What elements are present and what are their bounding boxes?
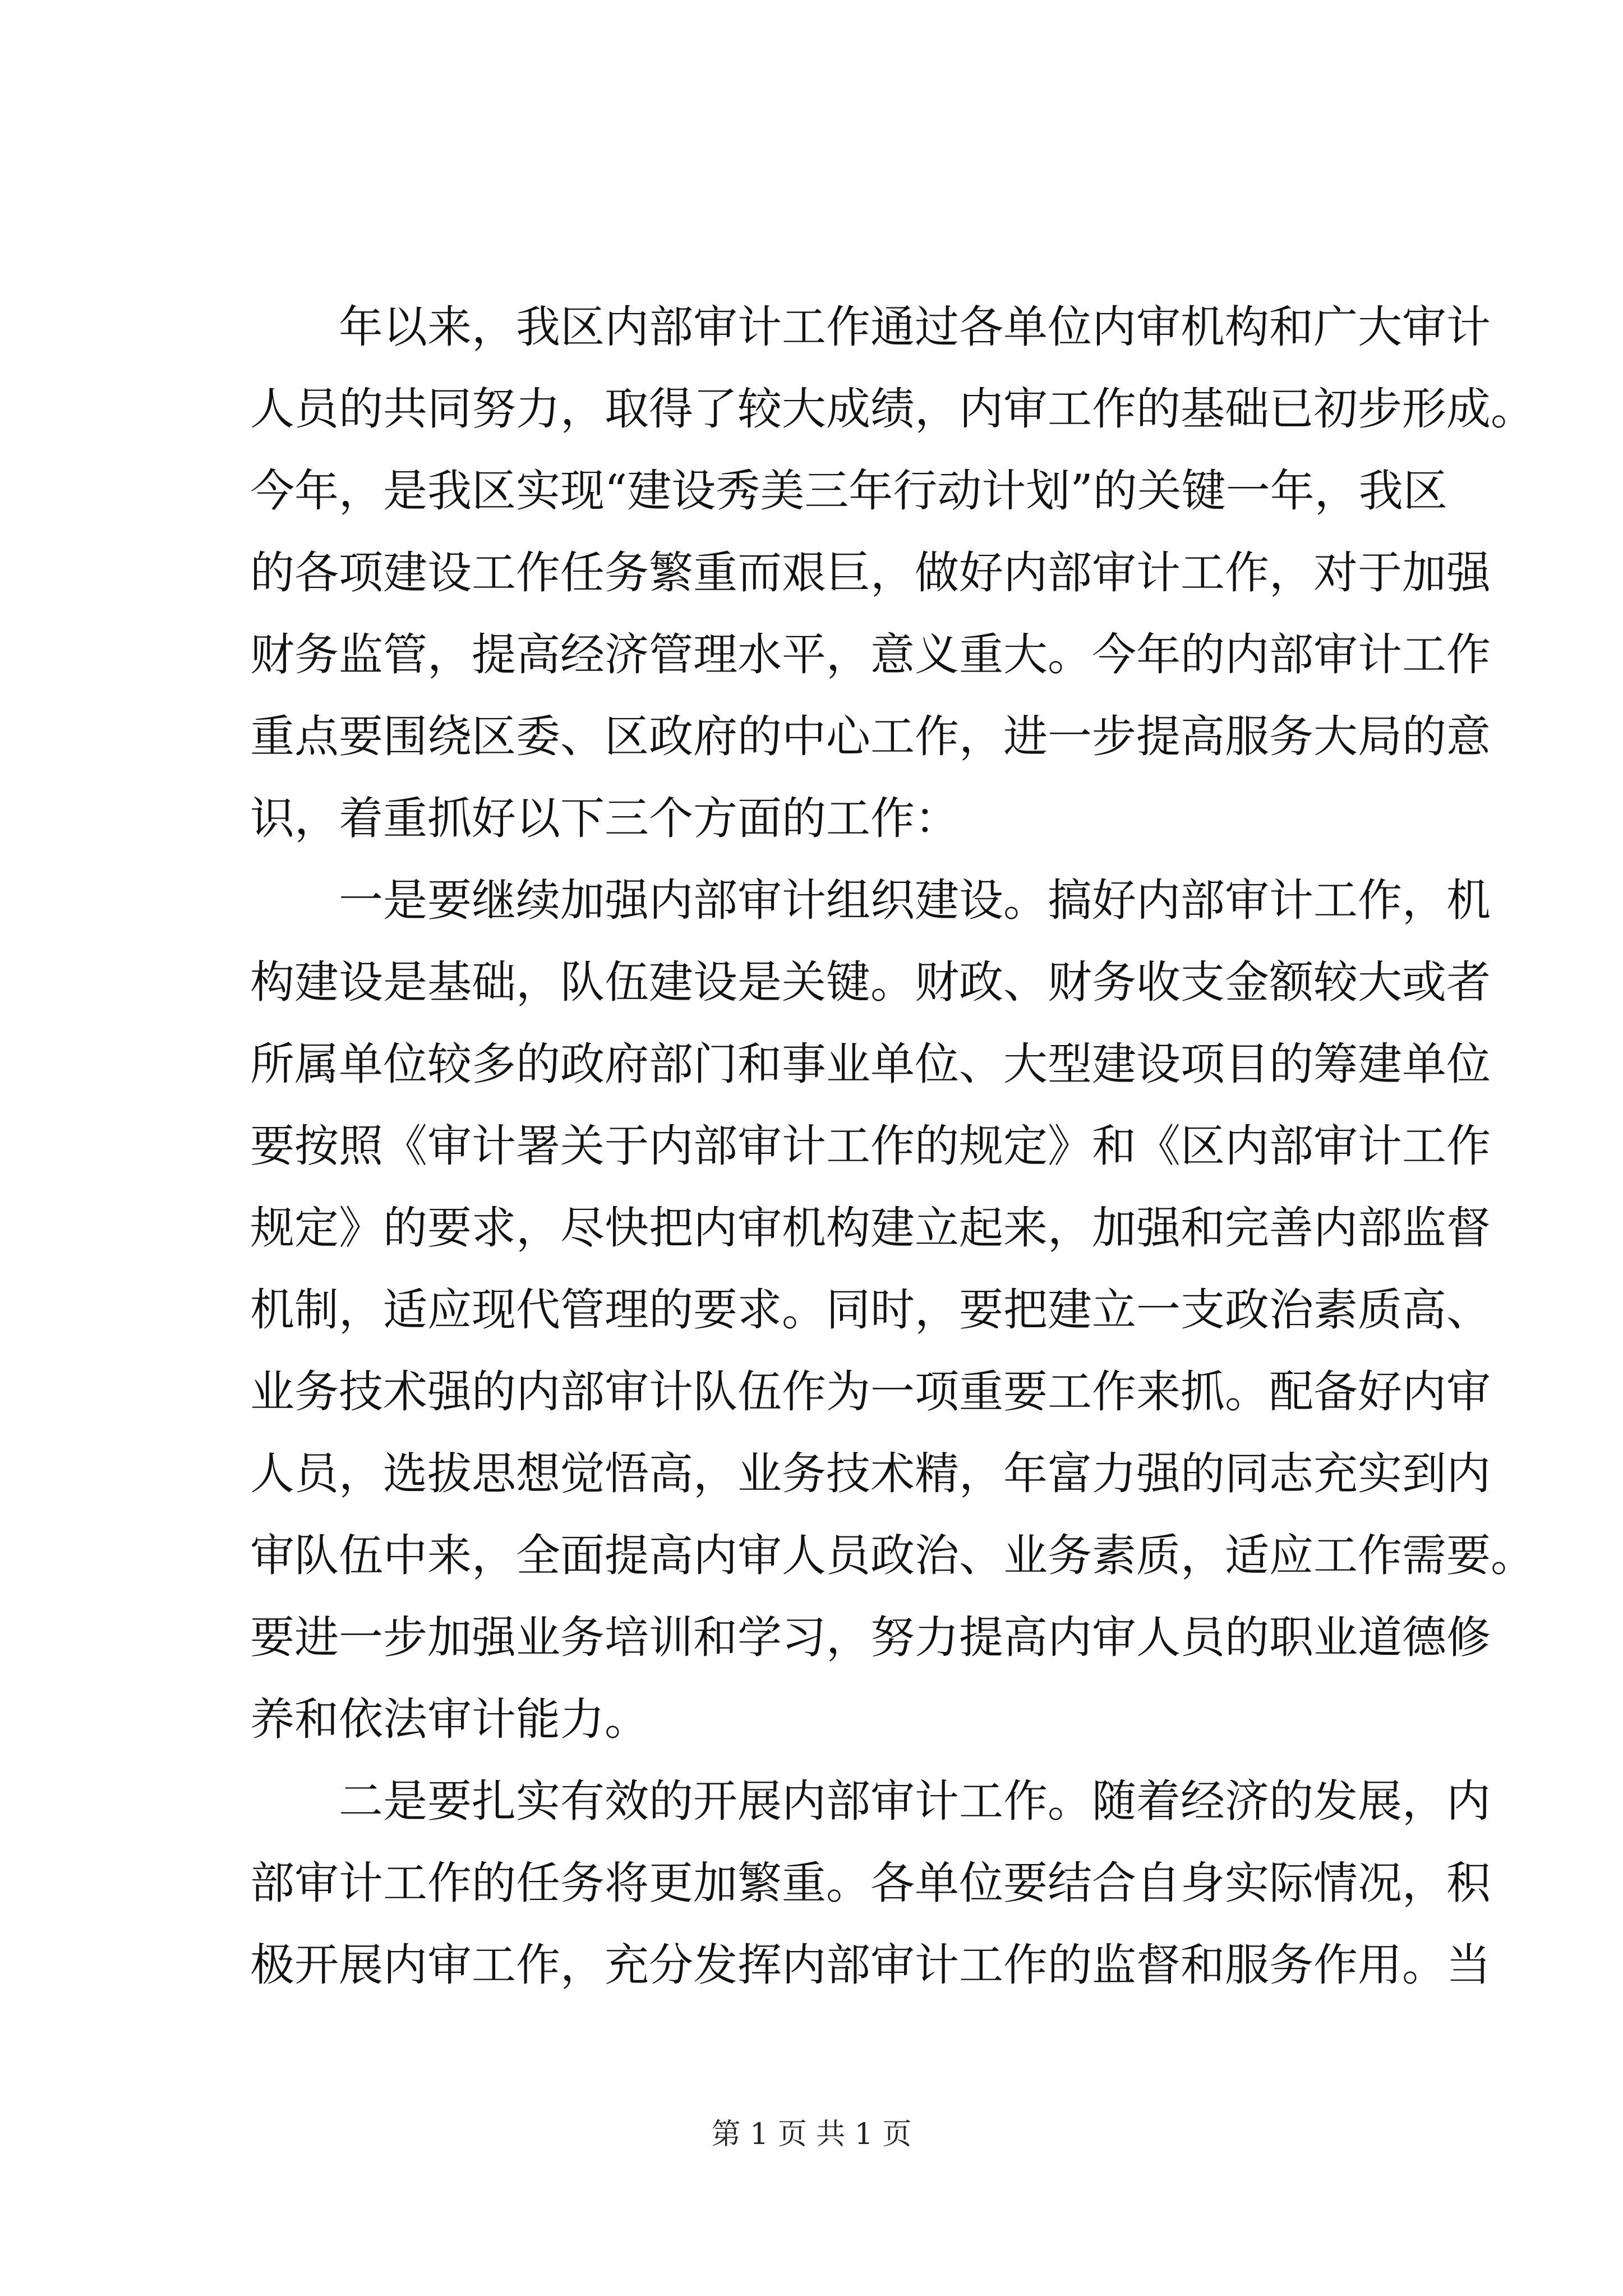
document-body xyxy=(250,286,1535,2006)
text-line: 业务技术强的内部审计队伍作为一项重要工作来抓。配备好内审 xyxy=(250,1366,1491,1418)
text-line: 审队伍中来，全面提高内审人员政治、业务素质，适应工作需要。 xyxy=(250,1530,1535,1581)
text-line: 的各项建设工作任务繁重而艰巨，做好内部审计工作，对于加强 xyxy=(250,547,1491,599)
text-line: 识，着重抓好以下三个方面的工作： xyxy=(250,793,959,844)
text-line: 财务监管，提高经济管理水平，意义重大。今年的内部审计工作 xyxy=(250,629,1491,680)
text-line: 部审计工作的任务将更加繁重。各单位要结合自身实际情况，积 xyxy=(250,1857,1491,1909)
page-number-label: 第 1 页 共 1 页 xyxy=(711,2118,912,2151)
paragraph-3 xyxy=(250,1760,1491,2006)
text-line: 年以来，我区内部审计工作通过各单位内审机构和广大审计 xyxy=(339,301,1491,353)
text-line: 构建设是基础，队伍建设是关键。财政、财务收支金额较大或者 xyxy=(250,956,1491,1008)
text-line: 所属单位较多的政府部门和事业单位、大型建设项目的筹建单位 xyxy=(250,1038,1491,1090)
text-line: 机制，适应现代管理的要求。同时，要把建立一支政治素质高、 xyxy=(250,1284,1491,1336)
text-line: 一是要继续加强内部审计组织建设。搞好内部审计工作，机 xyxy=(339,875,1491,926)
text-line: 养和依法审计能力。 xyxy=(250,1694,649,1745)
text-line: 重点要围绕区委、区政府的中心工作，进一步提高服务大局的意 xyxy=(250,711,1491,762)
text-line: 要进一步加强业务培训和学习，努力提高内审人员的职业道德修 xyxy=(250,1612,1491,1663)
paragraph-1 xyxy=(250,286,1535,859)
text-line: 要按照《审计署关于内部审计工作的规定》和《区内部审计工作 xyxy=(250,1120,1491,1172)
text-line: 规定》的要求，尽快把内审机构建立起来，加强和完善内部监督 xyxy=(250,1202,1491,1254)
text-line: 二是要扎实有效的开展内部审计工作。随着经济的发展，内 xyxy=(339,1775,1491,1827)
text-line: 今年，是我区实现“建设秀美三年行动计划”的关键一年，我区 xyxy=(250,465,1447,517)
paragraph-2 xyxy=(250,859,1535,1760)
page-footer xyxy=(0,2115,1623,2154)
text-line: 人员的共同努力，取得了较大成绩，内审工作的基础已初步形成。 xyxy=(250,383,1535,435)
text-line: 极开展内审工作，充分发挥内部审计工作的监督和服务作用。当 xyxy=(250,1939,1491,1991)
text-line: 人员，选拔思想觉悟高，业务技术精，年富力强的同志充实到内 xyxy=(250,1448,1491,1499)
